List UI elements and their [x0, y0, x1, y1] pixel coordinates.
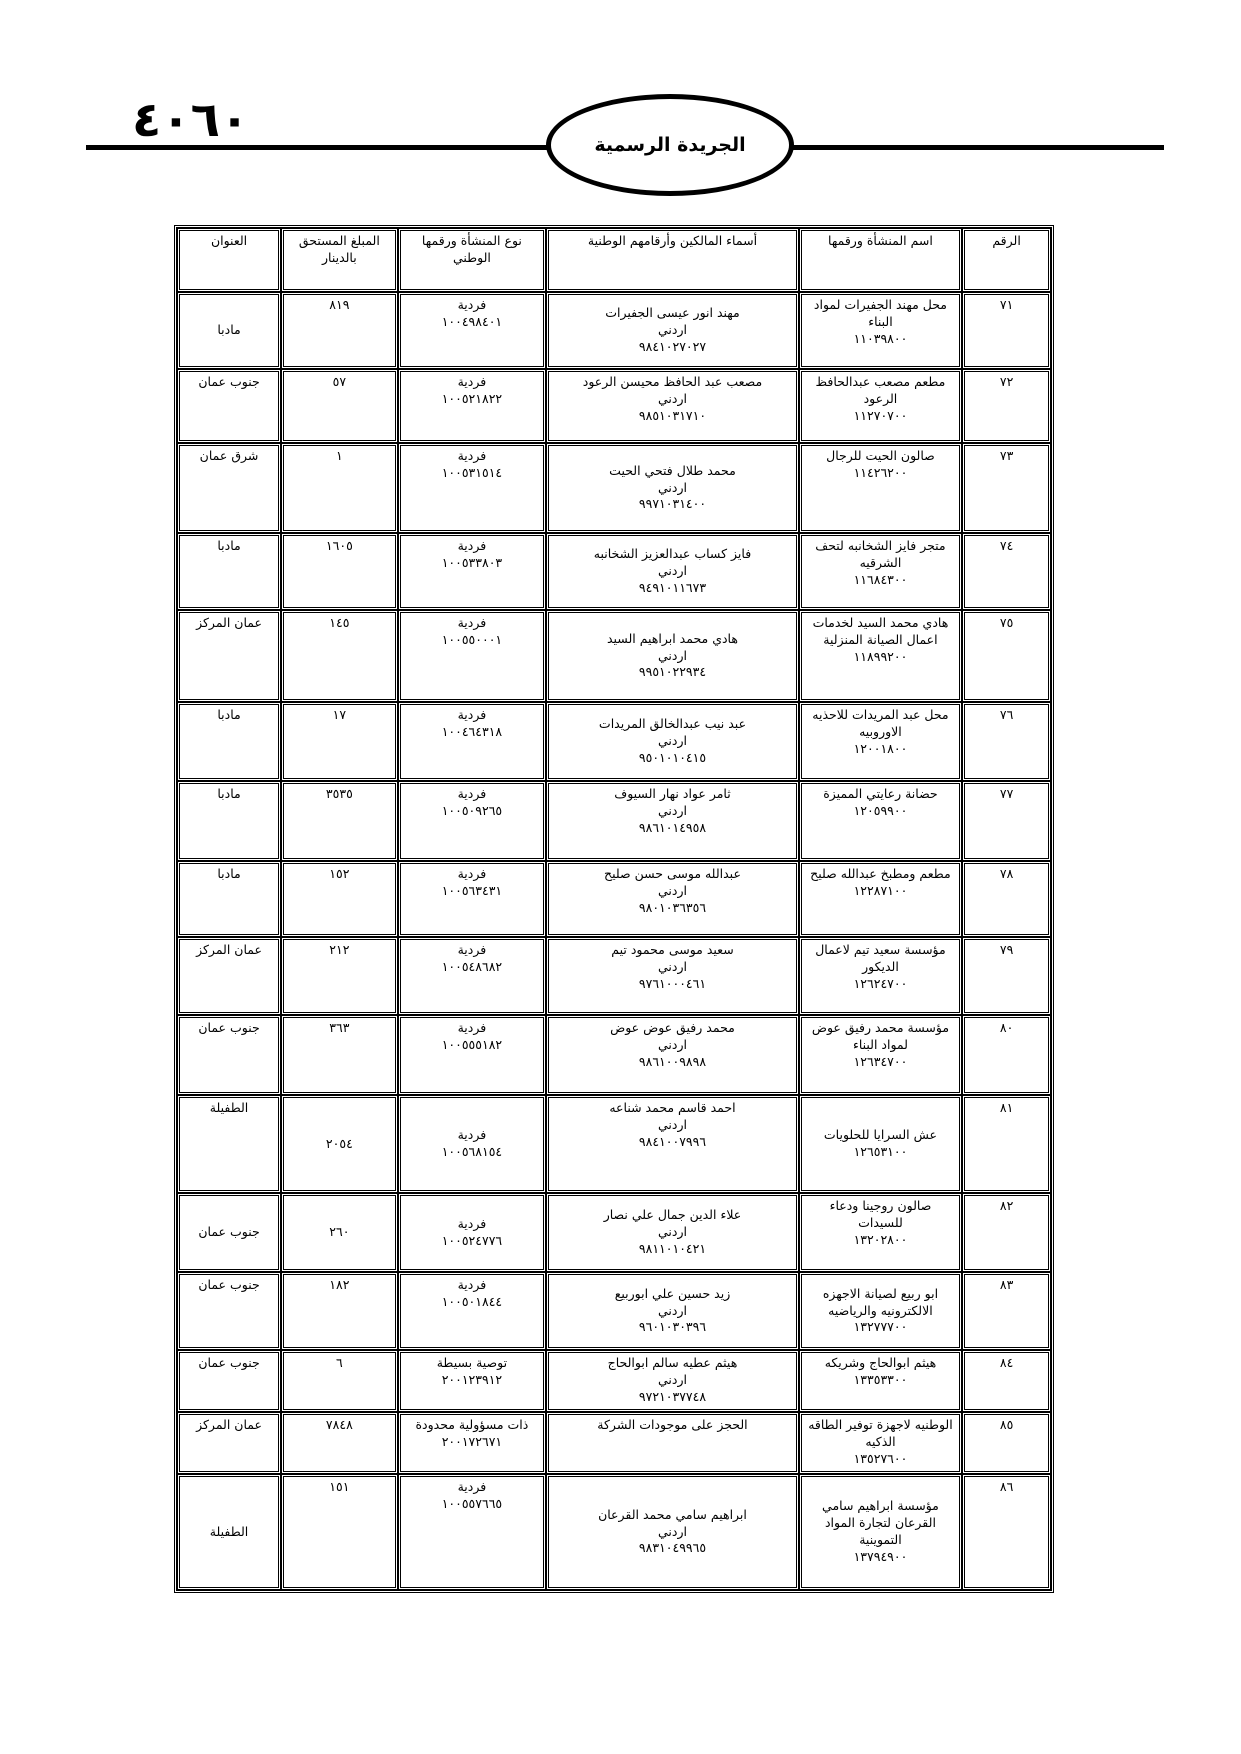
table-row [177, 1272, 1051, 1350]
row-number: ٧٣ [999, 448, 1014, 463]
type-national-id: ١٠٠٥٣٣٨٠٣ [441, 554, 503, 570]
row-number: ٨٠ [999, 1020, 1014, 1035]
col-amount-header: المبلغ المستحق بالدينار [281, 228, 398, 292]
establishment-id: ١٣٥٢٧٦٠٠ [853, 1450, 908, 1466]
table-row [177, 533, 1051, 610]
address-cell [177, 1193, 281, 1272]
table-row [177, 1350, 1051, 1412]
owner-cell [546, 292, 799, 369]
owner-nationality: اردني [657, 1036, 687, 1052]
establishment-id: ١٣٢٧٧٧٠٠ [853, 1319, 908, 1335]
type-cell [398, 1412, 547, 1474]
name-cell [799, 1474, 962, 1590]
owner-name: هادي محمد ابراهيم السيد [606, 630, 738, 646]
name-cell [799, 1350, 962, 1412]
establishment-type: فردية [457, 786, 487, 801]
number-cell [962, 1095, 1051, 1193]
table-row [177, 1193, 1051, 1272]
establishment-type: فردية [457, 942, 487, 957]
type-cell [398, 443, 547, 533]
number-cell [962, 610, 1051, 702]
establishment-name: محل مهند الجفيرات لمواد البناء [813, 297, 947, 329]
establishment-type: فردية [457, 1277, 487, 1292]
gazette-title: الجريدة الرسمية [594, 134, 746, 156]
address-cell [177, 292, 281, 369]
number-cell [962, 861, 1051, 937]
amount-due: ٧٨٤٨ [325, 1417, 353, 1432]
address-cell [177, 702, 281, 781]
address: جنوب عمان [198, 1224, 260, 1240]
owner-national-id: ٩٩٥١٠٢٢٩٣٤ [638, 664, 707, 680]
establishment-type: فردية [457, 615, 487, 630]
amount-cell [281, 702, 398, 781]
number-cell [962, 702, 1051, 781]
table-header-row [177, 228, 1051, 292]
establishment-name: ابو ربيع لصيانة الاجهزه الالكترونيه والرياضيه [822, 1285, 939, 1318]
address: عمان المركز [196, 1417, 262, 1432]
establishment-type: فردية [457, 538, 487, 553]
type-national-id: ١٠٠٥٠٩٢٦٥ [441, 802, 503, 818]
row-number: ٧٥ [999, 615, 1014, 630]
type-cell [398, 1015, 547, 1095]
type-national-id: ١٠٠٥٦٨١٥٤ [441, 1144, 503, 1159]
establishment-id: ١١٢٧٠٧٠٠ [853, 407, 908, 423]
table-row [177, 861, 1051, 937]
establishment-id: ١٣٧٩٤٩٠٠ [853, 1548, 908, 1564]
type-national-id: ١٠٠٥٢٤٧٧٦ [441, 1232, 503, 1248]
amount-cell [281, 1095, 398, 1193]
address: جنوب عمان [198, 1277, 260, 1292]
establishment-name: عش السرايا للحلويات [823, 1127, 937, 1143]
number-cell [962, 937, 1051, 1015]
table-row [177, 1412, 1051, 1474]
name-cell [799, 1272, 962, 1350]
address: جنوب عمان [198, 1020, 260, 1035]
page-number: ٤٠٦٠ [132, 92, 250, 148]
owner-name: مهند انور عيسى الجفيرات [605, 305, 740, 321]
owner-national-id: ٩٨٦١٠١٤٩٥٨ [638, 819, 707, 835]
table-row [177, 292, 1051, 369]
establishment-name: مؤسسة سعيد تيم لاعمال الديكور [815, 942, 946, 974]
amount-due: ١٦٠٥ [325, 538, 353, 553]
name-cell [799, 1193, 962, 1272]
amount-cell [281, 369, 398, 443]
name-cell [799, 610, 962, 702]
owner-name: احمد قاسم محمد شناعه [609, 1100, 736, 1115]
row-number: ٨٥ [999, 1417, 1014, 1432]
establishment-type: فردية [457, 297, 487, 312]
establishment-type: فردية [457, 374, 487, 389]
table-row [177, 610, 1051, 702]
owner-national-id: ٩٨١١٠١٠٤٢١ [638, 1240, 707, 1256]
owner-cell [546, 1412, 799, 1474]
establishment-type: ذات مسؤولية محدودة [415, 1417, 529, 1432]
address: شرق عمان [199, 448, 259, 463]
establishment-type: فردية [457, 1127, 487, 1143]
owner-name: عبدالله موسى حسن صليح [604, 866, 741, 881]
number-cell [962, 1412, 1051, 1474]
address: عمان المركز [196, 942, 262, 957]
establishment-name: هيثم ابوالحاج وشريكه [824, 1355, 937, 1370]
amount-due: ١٨٢ [329, 1277, 350, 1292]
address-cell [177, 610, 281, 702]
number-cell [962, 292, 1051, 369]
owner-national-id: ٩٤٩١٠١١٦٧٣ [638, 579, 707, 595]
owner-cell [546, 1193, 799, 1272]
owner-cell [546, 369, 799, 443]
owner-cell [546, 781, 799, 861]
type-cell [398, 1272, 547, 1350]
name-cell [799, 369, 962, 443]
type-national-id: ١٠٠٥٥٠٠٠١ [441, 631, 503, 647]
owner-national-id: ٩٥٠١٠١٠٤١٥ [638, 749, 707, 765]
owner-name: ثامر عواد نهار السيوف [614, 786, 731, 801]
address: مادبا [217, 322, 241, 338]
amount-due: ٣٦٣ [329, 1020, 350, 1035]
title-oval [546, 94, 794, 196]
amount-due: ٢٦٠ [329, 1224, 350, 1240]
owner-national-id: ٩٨٠١٠٣٦٣٥٦ [638, 899, 707, 915]
owner-cell [546, 937, 799, 1015]
number-cell [962, 1193, 1051, 1272]
owner-name: هيثم عطيه سالم ابوالحاج [607, 1355, 738, 1370]
type-cell [398, 533, 547, 610]
establishment-name: صالون الحيت للرجال [826, 448, 935, 463]
name-cell [799, 443, 962, 533]
owner-national-id: ٩٦٠١٠٣٠٣٩٦ [638, 1319, 707, 1335]
owner-name: فايز كساب عبدالعزيز الشخانبه [593, 546, 752, 562]
header-rule-right [792, 145, 1164, 150]
number-cell [962, 1272, 1051, 1350]
owner-nationality: اردني [657, 563, 687, 579]
type-national-id: ٢٠٠١٧٢٦٧١ [441, 1433, 503, 1449]
address-cell [177, 533, 281, 610]
owner-name: زيد حسين علي ابوربيع [614, 1285, 731, 1301]
owner-nationality: اردني [657, 802, 687, 818]
owner-name: مصعب عبد الحافظ محيسن الرعود [582, 374, 763, 389]
establishment-name: مطعم ومطبخ عبدالله صليح [810, 866, 951, 881]
address: جنوب عمان [198, 374, 260, 389]
establishment-type: فردية [457, 1479, 487, 1494]
establishment-type: فردية [457, 866, 487, 881]
establishment-id: ١٢٠٥٩٩٠٠ [853, 802, 908, 818]
amount-cell [281, 937, 398, 1015]
owner-name: محمد رفيق عوض عوض [610, 1020, 735, 1035]
amount-cell [281, 533, 398, 610]
owner-nationality: اردني [657, 733, 687, 749]
owner-cell [546, 1272, 799, 1350]
address-cell [177, 1474, 281, 1590]
owner-nationality: اردني [657, 958, 687, 974]
address: جنوب عمان [198, 1355, 260, 1370]
col-establishment-header: اسم المنشأة ورقمها [799, 228, 962, 292]
type-cell [398, 610, 547, 702]
col-type-header: نوع المنشأة ورقمها الوطني [398, 228, 547, 292]
type-national-id: ١٠٠٥٢١٨٢٢ [441, 390, 503, 406]
owner-cell [546, 610, 799, 702]
amount-cell [281, 610, 398, 702]
owner-nationality: اردني [657, 1371, 687, 1387]
row-number: ٧٩ [999, 942, 1014, 957]
registry-table [174, 225, 1054, 1593]
amount-due: ٦ [336, 1355, 343, 1370]
table-body [177, 292, 1051, 1590]
owner-nationality: اردني [657, 882, 687, 898]
establishment-type: فردية [457, 707, 487, 722]
establishment-type: فردية [457, 1020, 487, 1035]
address-cell [177, 861, 281, 937]
amount-cell [281, 292, 398, 369]
number-cell [962, 533, 1051, 610]
number-cell [962, 1350, 1051, 1412]
address-cell [177, 937, 281, 1015]
establishment-type: فردية [457, 1215, 487, 1231]
amount-due: ٣٥٣٥ [325, 786, 353, 801]
owner-cell [546, 1015, 799, 1095]
name-cell [799, 781, 962, 861]
owner-national-id: ٩٧٢١٠٣٧٧٤٨ [638, 1388, 707, 1404]
owner-name: عبد نيب عبدالخالق المريدات [598, 716, 747, 732]
establishment-name: محل عبد المريدات للاحذيه الاوروبيه [812, 707, 949, 739]
name-cell [799, 1412, 962, 1474]
amount-due: ١٥١ [329, 1479, 350, 1494]
row-number: ٨١ [999, 1100, 1014, 1115]
establishment-name: صالون روجينا ودعاء للسيدات [829, 1198, 932, 1230]
row-number: ٨٦ [999, 1479, 1014, 1494]
name-cell [799, 1015, 962, 1095]
amount-cell [281, 1412, 398, 1474]
establishment-id: ١٣٢٠٢٨٠٠ [853, 1231, 908, 1247]
amount-cell [281, 861, 398, 937]
amount-due: ١ [336, 448, 343, 463]
table-row [177, 1015, 1051, 1095]
name-cell [799, 1095, 962, 1193]
owner-national-id: ٩٧٦١٠٠٠٤٦١ [638, 975, 707, 991]
owner-cell [546, 533, 799, 610]
owner-nationality: اردني [657, 1224, 687, 1240]
type-cell [398, 1095, 547, 1193]
amount-cell [281, 1272, 398, 1350]
type-cell [398, 1350, 547, 1412]
address: عمان المركز [196, 615, 262, 630]
col-owners-header: أسماء المالكين وأرقامهم الوطنية [546, 228, 799, 292]
owner-cell [546, 1474, 799, 1590]
type-cell [398, 369, 547, 443]
table-row [177, 369, 1051, 443]
address: مادبا [217, 866, 241, 881]
type-national-id: ١٠٠٥٤٨٦٨٢ [441, 958, 503, 974]
number-cell [962, 443, 1051, 533]
establishment-name: متجر فايز الشخانبه لتحف الشرقيه [815, 538, 946, 570]
name-cell [799, 292, 962, 369]
establishment-id: ١١٤٢٦٢٠٠ [853, 464, 908, 480]
owner-national-id: ٩٨٦١٠٠٩٨٩٨ [638, 1053, 707, 1069]
address-cell [177, 1095, 281, 1193]
establishment-id: ١٢٦٥٣١٠٠ [853, 1144, 908, 1159]
type-cell [398, 292, 547, 369]
amount-cell [281, 1350, 398, 1412]
owner-nationality: اردني [657, 390, 687, 406]
amount-cell [281, 1193, 398, 1272]
address: الطفيلة [209, 1523, 249, 1539]
owner-name: سعيد موسى محمود تيم [611, 942, 734, 957]
address-cell [177, 369, 281, 443]
amount-due: ٥٧ [332, 374, 347, 389]
establishment-id: ١٢٠٠١٨٠٠ [853, 740, 908, 756]
amount-due: ١٥٢ [329, 866, 350, 881]
owner-nationality: اردني [657, 1116, 687, 1132]
type-national-id: ١٠٠٥٠١٨٤٤ [441, 1293, 503, 1309]
row-number: ٧٦ [999, 707, 1014, 722]
address-cell [177, 1350, 281, 1412]
establishment-type: توصية بسيطة [436, 1355, 508, 1370]
address-cell [177, 781, 281, 861]
name-cell [799, 937, 962, 1015]
type-national-id: ٢٠٠١٢٣٩١٢ [441, 1371, 503, 1387]
address: الطفيلة [209, 1100, 249, 1115]
row-number: ٧٧ [999, 786, 1014, 801]
row-number: ٧١ [999, 297, 1014, 312]
amount-cell [281, 781, 398, 861]
table-row [177, 1095, 1051, 1193]
amount-due: ١٧ [332, 707, 347, 722]
owner-national-id: ٩٨٤١٠٠٧٩٩٦ [638, 1133, 707, 1149]
type-cell [398, 937, 547, 1015]
owner-national-id: ٩٩٧١٠٣١٤٠٠ [638, 496, 707, 512]
owner-nationality: اردني [657, 322, 687, 338]
establishment-id: ١٢٦٣٤٧٠٠ [853, 1053, 908, 1069]
establishment-id: ١٢٦٢٤٧٠٠ [853, 975, 908, 991]
owner-national-id: ٩٨٥١٠٣١٧١٠ [638, 407, 707, 423]
number-cell [962, 1474, 1051, 1590]
establishment-id: ١٢٢٨٧١٠٠ [853, 882, 908, 898]
table-row [177, 1474, 1051, 1590]
establishment-id: ١٣٣٥٣٣٠٠ [853, 1371, 908, 1387]
amount-cell [281, 1474, 398, 1590]
establishment-id: ١١٠٣٩٨٠٠ [853, 330, 908, 346]
owner-nationality: اردني [657, 479, 687, 495]
owner-cell [546, 1095, 799, 1193]
establishment-name: الوطنيه لاجهزة توفير الطاقه الذكيه [808, 1417, 953, 1449]
owner-name: محمد طلال فتحي الحيت [609, 462, 736, 478]
owner-cell [546, 861, 799, 937]
amount-due: ٢١٢ [329, 942, 350, 957]
row-number: ٨٣ [999, 1277, 1014, 1292]
number-cell [962, 781, 1051, 861]
address-cell [177, 443, 281, 533]
type-national-id: ١٠٠٥٥٧٦٦٥ [441, 1495, 503, 1511]
name-cell [799, 702, 962, 781]
number-cell [962, 1015, 1051, 1095]
owner-cell [546, 443, 799, 533]
amount-cell [281, 443, 398, 533]
type-national-id: ١٠٠٤٦٤٣١٨ [441, 723, 503, 739]
table-row [177, 443, 1051, 533]
establishment-name: مطعم مصعب عبدالحافظ الرعود [815, 374, 946, 406]
owner-cell [546, 702, 799, 781]
owner-nationality: اردني [657, 647, 687, 663]
amount-cell [281, 1015, 398, 1095]
type-cell [398, 781, 547, 861]
address: مادبا [217, 538, 241, 553]
type-national-id: ١٠٠٥٦٣٤٣١ [441, 882, 503, 898]
owner-name: الحجز على موجودات الشركة [597, 1417, 748, 1432]
address-cell [177, 1272, 281, 1350]
establishment-name: مؤسسة محمد رفيق عوض لمواد البناء [811, 1020, 950, 1052]
row-number: ٨٢ [999, 1198, 1014, 1213]
address-cell [177, 1412, 281, 1474]
owner-name: ابراهيم سامي محمد القرعان [598, 1506, 747, 1522]
type-national-id: ١٠٠٤٩٨٤٠١ [441, 313, 503, 329]
amount-due: ١٤٥ [329, 615, 350, 630]
type-cell [398, 861, 547, 937]
row-number: ٧٤ [999, 538, 1014, 553]
amount-due: ٨١٩ [329, 297, 350, 312]
establishment-name: هادي محمد السيد لخدمات اعمال الصيانة المنزلية [812, 615, 949, 647]
address-cell [177, 1015, 281, 1095]
name-cell [799, 533, 962, 610]
type-cell [398, 702, 547, 781]
owner-nationality: اردني [657, 1523, 687, 1539]
type-national-id: ١٠٠٥٥٥١٨٢ [441, 1036, 503, 1052]
table-row [177, 781, 1051, 861]
name-cell [799, 861, 962, 937]
address: مادبا [217, 707, 241, 722]
type-cell [398, 1474, 547, 1590]
row-number: ٧٨ [999, 866, 1014, 881]
address: مادبا [217, 786, 241, 801]
establishment-type: فردية [457, 448, 487, 463]
col-address-header: العنوان [177, 228, 281, 292]
establishment-name: مؤسسة ابراهيم سامي القرعان لتجارة المواد التموينية [822, 1498, 939, 1547]
amount-due: ٢٠٥٤ [325, 1135, 353, 1151]
row-number: ٧٢ [999, 374, 1014, 389]
table-row [177, 937, 1051, 1015]
row-number: ٨٤ [999, 1355, 1014, 1370]
number-cell [962, 369, 1051, 443]
owner-national-id: ٩٨٣١٠٤٩٩٦٥ [638, 1540, 707, 1556]
table-row [177, 702, 1051, 781]
owner-nationality: اردني [657, 1302, 687, 1318]
establishment-id: ١١٨٩٩٢٠٠ [853, 648, 908, 664]
establishment-id: ١١٦٨٤٣٠٠ [853, 571, 908, 587]
type-cell [398, 1193, 547, 1272]
type-national-id: ١٠٠٥٣١٥١٤ [441, 464, 503, 480]
owner-name: علاء الدين جمال علي نصار [603, 1207, 742, 1223]
owner-national-id: ٩٨٤١٠٢٧٠٢٧ [638, 338, 707, 354]
owner-cell [546, 1350, 799, 1412]
col-number-header: الرقم [962, 228, 1051, 292]
establishment-name: حضانة رعايتي المميزة [823, 786, 938, 801]
